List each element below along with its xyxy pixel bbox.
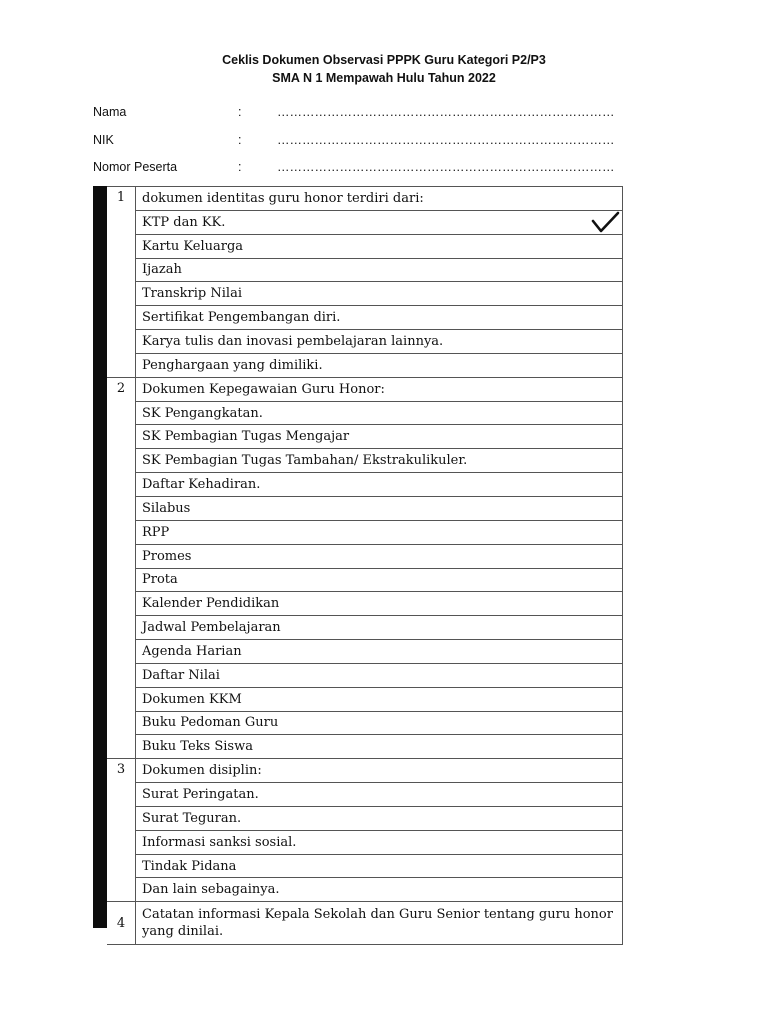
- section-heading: Dokumen Kepegawaian Guru Honor:: [136, 377, 623, 401]
- checklist-item-label: Tindak Pidana: [142, 858, 237, 874]
- checklist-item-cell[interactable]: [136, 568, 623, 592]
- checklist-item-label: Transkrip Nilai: [142, 286, 242, 302]
- checklist-item-cell[interactable]: [136, 425, 623, 449]
- document-title: Ceklis Dokumen Observasi PPPK Guru Kategori P2/P3: [222, 53, 546, 67]
- checklist-item-row[interactable]: [107, 783, 623, 807]
- checklist-item-row[interactable]: [107, 234, 623, 258]
- checklist-item-label: Karya tulis dan inovasi pembelajaran lainnya.: [142, 333, 444, 349]
- checklist-item-row[interactable]: [107, 353, 623, 377]
- checklist-item-label: Daftar Kehadiran.: [142, 477, 261, 493]
- field-colon: :: [238, 160, 242, 174]
- checklist-item-cell[interactable]: [136, 616, 623, 640]
- section-heading-row: [107, 377, 623, 401]
- checklist-item-cell[interactable]: [136, 330, 623, 354]
- checklist-item-label: SK Pengangkatan.: [142, 405, 263, 421]
- checklist-item-row[interactable]: [107, 520, 623, 544]
- field-nomor-peserta: [93, 160, 615, 176]
- checklist-item-row[interactable]: [107, 592, 623, 616]
- section-heading-row: [107, 187, 623, 211]
- checklist-item-label: Prota: [142, 572, 178, 588]
- checklist-item-row[interactable]: [107, 449, 623, 473]
- checklist-item-cell[interactable]: [136, 210, 623, 234]
- checklist-item-cell[interactable]: [136, 854, 623, 878]
- checklist-item-row[interactable]: [107, 640, 623, 664]
- section-heading: Dokumen disiplin:: [136, 759, 623, 783]
- checklist-item-cell[interactable]: [136, 520, 623, 544]
- checklist-item-label: Penghargaan yang dimiliki.: [142, 357, 323, 373]
- checklist-item-label: Daftar Nilai: [142, 667, 220, 683]
- field-label: Nama: [93, 105, 127, 119]
- checklist-item-cell[interactable]: [136, 878, 623, 902]
- checklist-item-row[interactable]: [107, 401, 623, 425]
- checklist-item-cell[interactable]: [136, 306, 623, 330]
- checklist-item-row[interactable]: [107, 687, 623, 711]
- checklist-item-cell[interactable]: [136, 449, 623, 473]
- checklist-item-cell[interactable]: [136, 830, 623, 854]
- checklist-item-label: Informasi sanksi sosial.: [142, 834, 297, 850]
- section-number: 2: [107, 377, 136, 759]
- checklist-item-row[interactable]: [107, 830, 623, 854]
- checklist-item-row[interactable]: [107, 496, 623, 520]
- checklist-item-label: Surat Peringatan.: [142, 787, 259, 803]
- checklist-item-label: Jadwal Pembelajaran: [142, 620, 281, 636]
- field-nik: [93, 133, 615, 149]
- field-colon: :: [238, 133, 242, 147]
- checklist-item-row[interactable]: [107, 330, 623, 354]
- checklist-item-label: Surat Teguran.: [142, 810, 242, 826]
- checklist-item-label: SK Pembagian Tugas Tambahan/ Ekstrakulikuler.: [142, 453, 468, 469]
- checklist-item-row[interactable]: [107, 258, 623, 282]
- checklist-item-cell[interactable]: [136, 353, 623, 377]
- checklist-item-row[interactable]: [107, 425, 623, 449]
- checklist-item-row[interactable]: [107, 806, 623, 830]
- checklist-item-cell[interactable]: [136, 806, 623, 830]
- section-number: 3: [107, 759, 136, 902]
- checklist-item-cell[interactable]: [136, 258, 623, 282]
- checklist-item-row[interactable]: [107, 616, 623, 640]
- checklist-item-row[interactable]: [107, 854, 623, 878]
- checklist-item-row[interactable]: [107, 282, 623, 306]
- checklist-item-cell[interactable]: [136, 687, 623, 711]
- field-blank[interactable]: ………………………………………………………………………: [277, 133, 615, 147]
- table-left-edge: [93, 186, 107, 928]
- section-heading-row: [107, 902, 623, 945]
- checklist-table: [107, 186, 623, 945]
- checklist-item-label: Buku Teks Siswa: [142, 739, 253, 755]
- checklist-item-cell[interactable]: [136, 401, 623, 425]
- checklist-item-label: Dokumen KKM: [142, 691, 242, 707]
- checklist-item-label: Silabus: [142, 500, 191, 516]
- checklist-item-row[interactable]: [107, 735, 623, 759]
- checklist-item-label: KTP dan KK.: [142, 214, 226, 230]
- checklist-item-label: SK Pembagian Tugas Mengajar: [142, 429, 350, 445]
- checklist-item-cell[interactable]: [136, 544, 623, 568]
- field-label: Nomor Peserta: [93, 160, 178, 174]
- checklist-item-label: Dan lain sebagainya.: [142, 882, 280, 898]
- checklist-item-row[interactable]: [107, 568, 623, 592]
- checklist-item-label: Sertifikat Pengembangan diri.: [142, 310, 341, 326]
- document-subtitle: SMA N 1 Mempawah Hulu Tahun 2022: [272, 71, 496, 85]
- checklist-item-cell[interactable]: [136, 640, 623, 664]
- checklist-item-cell[interactable]: [136, 473, 623, 497]
- checklist-item-row[interactable]: [107, 306, 623, 330]
- checklist-item-row[interactable]: [107, 544, 623, 568]
- checklist-item-label: Agenda Harian: [142, 643, 242, 659]
- checklist-item-label: Buku Pedoman Guru: [142, 715, 279, 731]
- checklist-item-cell[interactable]: [136, 711, 623, 735]
- checklist-item-cell[interactable]: [136, 282, 623, 306]
- checklist-item-label: Promes: [142, 548, 192, 564]
- checklist-item-cell[interactable]: [136, 496, 623, 520]
- field-blank[interactable]: ………………………………………………………………………: [277, 105, 615, 119]
- checklist-item-cell[interactable]: [136, 663, 623, 687]
- checklist-item-label: Ijazah: [142, 262, 182, 278]
- field-colon: :: [238, 105, 242, 119]
- checklist-item-label: Kartu Keluarga: [142, 238, 244, 254]
- checklist-item-row[interactable]: [107, 473, 623, 497]
- checklist-table-wrapper: [93, 186, 623, 940]
- field-nama: [93, 105, 615, 121]
- checklist-item-cell[interactable]: [136, 783, 623, 807]
- section-heading-row: [107, 759, 623, 783]
- checklist-item-cell[interactable]: [136, 735, 623, 759]
- checklist-item-cell[interactable]: [136, 592, 623, 616]
- checklist-item-row[interactable]: [107, 711, 623, 735]
- checklist-item-label: RPP: [142, 524, 170, 540]
- checklist-item-label: Kalender Pendidikan: [142, 596, 280, 612]
- checklist-item-row[interactable]: [107, 878, 623, 902]
- field-label: NIK: [93, 133, 114, 147]
- section-heading: dokumen identitas guru honor terdiri dari:: [136, 187, 623, 211]
- field-blank[interactable]: ………………………………………………………………………: [277, 160, 615, 174]
- section-heading: Catatan informasi Kepala Sekolah dan Guru Senior tentang guru honor yang dinilai.: [136, 902, 623, 945]
- section-number: 1: [107, 187, 136, 378]
- check-mark-icon: [590, 210, 620, 234]
- section-number: 4: [107, 902, 136, 945]
- checklist-item-row[interactable]: [107, 210, 623, 234]
- checklist-item-cell[interactable]: [136, 234, 623, 258]
- checklist-item-row[interactable]: [107, 663, 623, 687]
